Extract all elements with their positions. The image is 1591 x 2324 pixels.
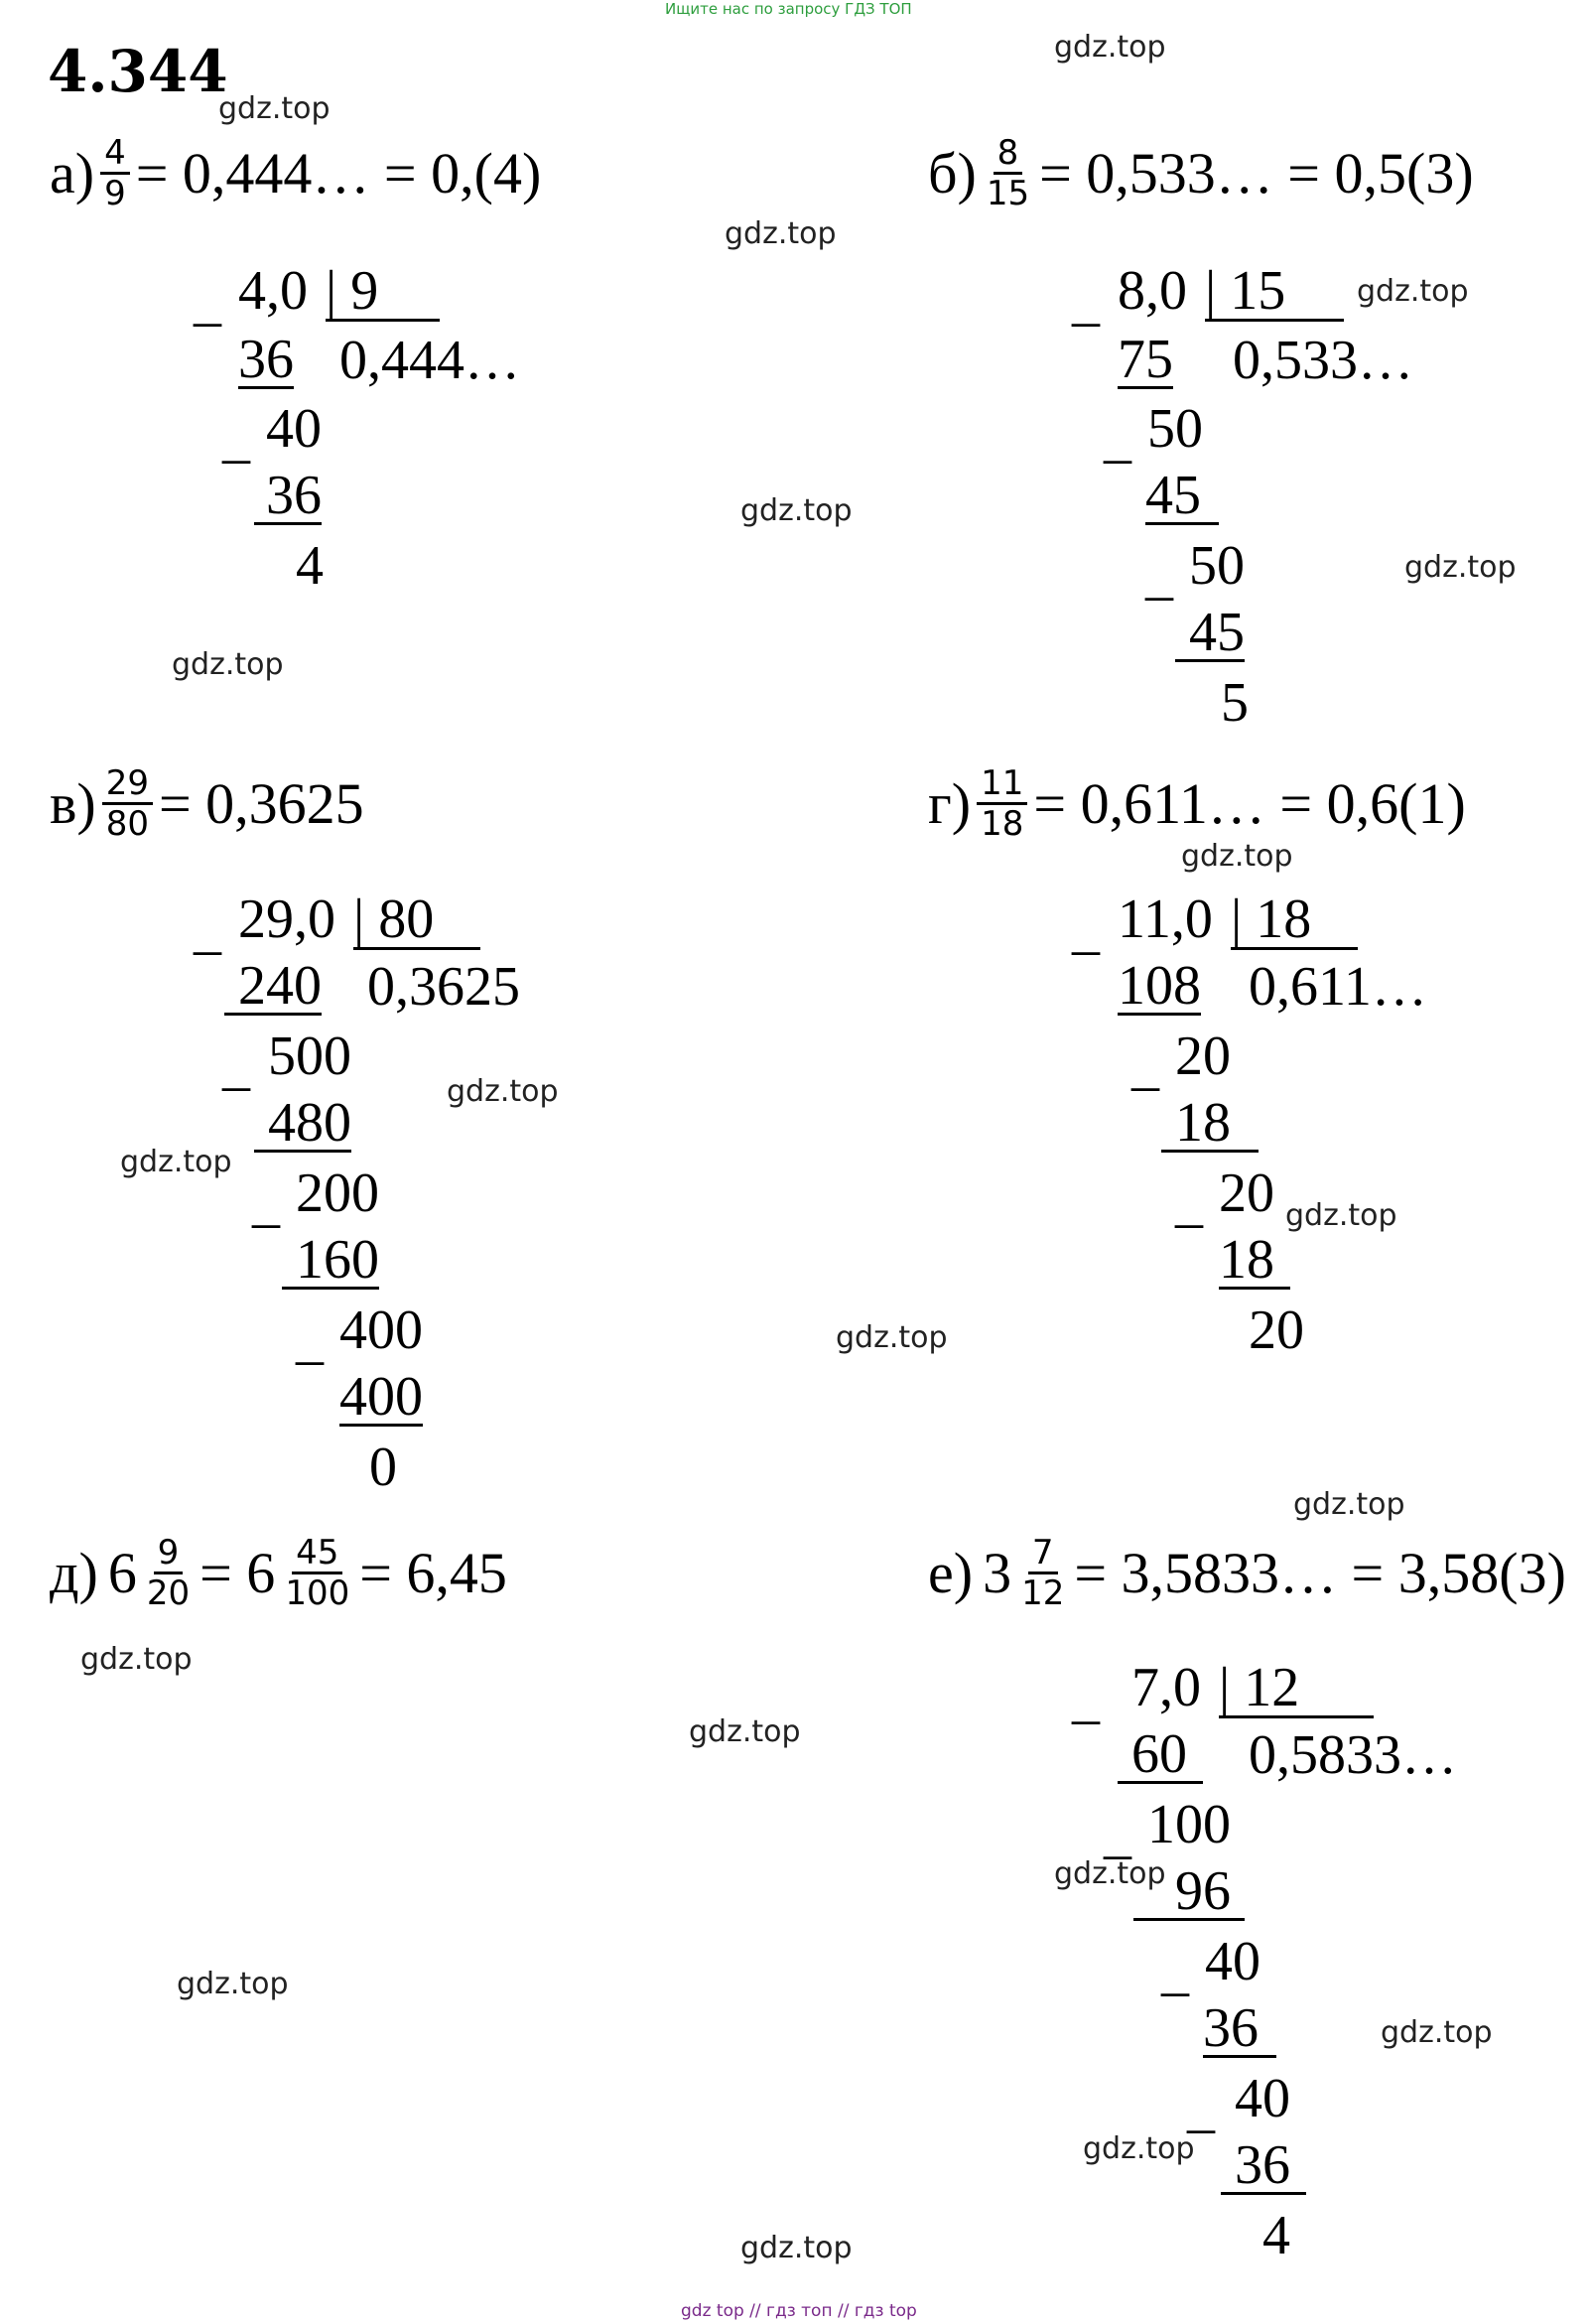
top-banner[interactable]: Ищите нас по запросу ГДЗ ТОП <box>665 0 912 18</box>
divisor: | 18 <box>1231 891 1358 950</box>
step: 50 <box>1147 398 1203 460</box>
numerator: 45 <box>292 1534 342 1574</box>
minus-sign: _ <box>1104 1804 1131 1865</box>
minus-sign: _ <box>1072 899 1100 961</box>
fraction-d2 <box>281 1534 353 1612</box>
watermark: gdz.top <box>1054 1856 1166 1891</box>
label-a: а) <box>50 141 95 206</box>
watermark: gdz.top <box>1054 30 1166 65</box>
watermark: gdz.top <box>177 1967 289 2001</box>
numerator: 7 <box>1028 1534 1058 1574</box>
quotient: 0,533… <box>1233 330 1413 391</box>
denominator: 18 <box>981 804 1024 845</box>
minus-sign: _ <box>194 899 221 961</box>
divisor: | 12 <box>1219 1660 1374 1718</box>
denominator: 12 <box>1021 1573 1065 1614</box>
fraction-d <box>143 1534 194 1612</box>
step: 45 <box>1175 606 1245 662</box>
label-d: д) <box>50 1541 98 1606</box>
whole-part: 6 <box>107 1541 137 1606</box>
step: 36 <box>1221 2138 1306 2195</box>
fraction-e <box>1017 1534 1068 1612</box>
minus-sign: _ <box>252 1172 280 1234</box>
step: 60 <box>1118 1727 1203 1784</box>
step: 400 <box>339 1299 423 1361</box>
divisor: | 80 <box>353 891 480 950</box>
step: 160 <box>282 1233 379 1290</box>
equation-b <box>928 134 1474 212</box>
quotient: 0,3625 <box>367 956 520 1018</box>
divisor: | 15 <box>1205 263 1344 322</box>
step: 18 <box>1161 1096 1259 1153</box>
minus-sign: _ <box>1145 545 1173 607</box>
result-e: = 3,5833… = 3,58(3) <box>1074 1541 1566 1606</box>
watermark: gdz.top <box>1293 1487 1405 1522</box>
minus-sign: _ <box>222 408 250 470</box>
equation-d <box>50 1534 507 1612</box>
watermark: gdz.top <box>1285 1198 1397 1233</box>
result-a: = 0,444… = 0,(4) <box>135 141 542 206</box>
step: 500 <box>268 1025 351 1087</box>
footer-links[interactable]: gdz top // гдз топ // гдз top <box>681 2301 917 2321</box>
watermark: gdz.top <box>1083 2131 1195 2166</box>
minus-sign: _ <box>1072 271 1100 333</box>
quotient: 0,611… <box>1249 956 1427 1018</box>
quotient: 0,444… <box>339 330 520 391</box>
quotient: 0,5833… <box>1249 1724 1457 1786</box>
mid-d: = 6 <box>199 1541 276 1606</box>
result-v: = 0,3625 <box>158 771 364 837</box>
step: 108 <box>1118 955 1201 1017</box>
watermark: gdz.top <box>1357 274 1469 309</box>
numerator: 29 <box>102 764 153 805</box>
minus-sign: _ <box>1104 408 1131 470</box>
step: 40 <box>1205 1931 1260 1992</box>
remainder: 20 <box>1249 1299 1304 1361</box>
step: 40 <box>1235 2068 1290 2129</box>
denominator: 15 <box>986 174 1030 214</box>
remainder: 4 <box>1262 2205 1290 2266</box>
equation-e <box>928 1534 1566 1612</box>
remainder: 0 <box>369 1436 397 1498</box>
watermark: gdz.top <box>836 1320 948 1355</box>
label-e: е) <box>928 1541 974 1606</box>
fraction-g <box>977 764 1027 843</box>
step: 75 <box>1118 329 1173 390</box>
minus-sign: _ <box>1187 2078 1215 2139</box>
step: 36 <box>1203 2001 1276 2058</box>
step: 40 <box>266 398 322 460</box>
problem-number: 4.344 <box>48 38 228 105</box>
divisor: | 9 <box>326 263 440 322</box>
numerator: 4 <box>100 134 130 175</box>
numerator: 11 <box>977 764 1027 805</box>
equation-v <box>50 764 364 843</box>
minus-sign: _ <box>296 1309 324 1371</box>
denominator: 20 <box>146 1573 191 1614</box>
dividend: 7,0 <box>1131 1657 1201 1718</box>
minus-sign: _ <box>1175 1172 1203 1234</box>
denominator: 80 <box>105 804 149 845</box>
minus-sign: _ <box>1072 1669 1100 1730</box>
minus-sign: _ <box>222 1035 250 1097</box>
denominator: 9 <box>104 174 126 214</box>
watermark: gdz.top <box>1381 2015 1493 2050</box>
watermark: gdz.top <box>1404 550 1517 585</box>
step: 96 <box>1133 1864 1245 1921</box>
numerator: 9 <box>154 1534 184 1574</box>
watermark: gdz.top <box>80 1642 193 1677</box>
equation-g <box>928 764 1466 843</box>
step: 20 <box>1219 1162 1274 1224</box>
dividend: 4,0 <box>238 260 308 322</box>
dividend: 11,0 <box>1118 889 1213 950</box>
step: 20 <box>1175 1025 1231 1087</box>
step: 50 <box>1189 535 1245 597</box>
denominator: 100 <box>285 1573 350 1614</box>
minus-sign: _ <box>194 271 221 333</box>
step: 200 <box>296 1162 379 1224</box>
step: 36 <box>254 469 322 525</box>
label-g: г) <box>928 771 972 837</box>
equation-a <box>50 134 541 212</box>
watermark: gdz.top <box>740 493 853 528</box>
step: 240 <box>224 959 322 1016</box>
watermark: gdz.top <box>1181 839 1293 874</box>
watermark: gdz.top <box>447 1074 559 1109</box>
result-g: = 0,611… = 0,6(1) <box>1033 771 1466 837</box>
result-b: = 0,533… = 0,5(3) <box>1039 141 1474 206</box>
step: 100 <box>1147 1794 1231 1855</box>
remainder: 4 <box>296 535 324 597</box>
watermark: gdz.top <box>172 647 284 682</box>
whole-part: 3 <box>983 1541 1012 1606</box>
fraction-v <box>102 764 153 843</box>
watermark: gdz.top <box>218 91 331 126</box>
remainder: 5 <box>1221 672 1249 734</box>
minus-sign: _ <box>1131 1035 1159 1097</box>
watermark: gdz.top <box>689 1714 801 1749</box>
label-b: б) <box>928 141 977 206</box>
fraction-b <box>983 134 1033 212</box>
result-d: = 6,45 <box>359 1541 507 1606</box>
watermark: gdz.top <box>740 2231 853 2265</box>
dividend: 29,0 <box>238 889 335 950</box>
step: 400 <box>339 1366 423 1428</box>
step: 45 <box>1145 469 1219 525</box>
step: 36 <box>238 329 294 390</box>
step: 480 <box>254 1096 351 1153</box>
watermark: gdz.top <box>725 216 837 251</box>
step: 18 <box>1219 1233 1290 1290</box>
dividend: 8,0 <box>1118 260 1187 322</box>
label-v: в) <box>50 771 96 837</box>
numerator: 8 <box>994 134 1023 175</box>
watermark: gdz.top <box>120 1145 232 1179</box>
minus-sign: _ <box>1161 1941 1189 2002</box>
fraction-a <box>100 134 130 212</box>
